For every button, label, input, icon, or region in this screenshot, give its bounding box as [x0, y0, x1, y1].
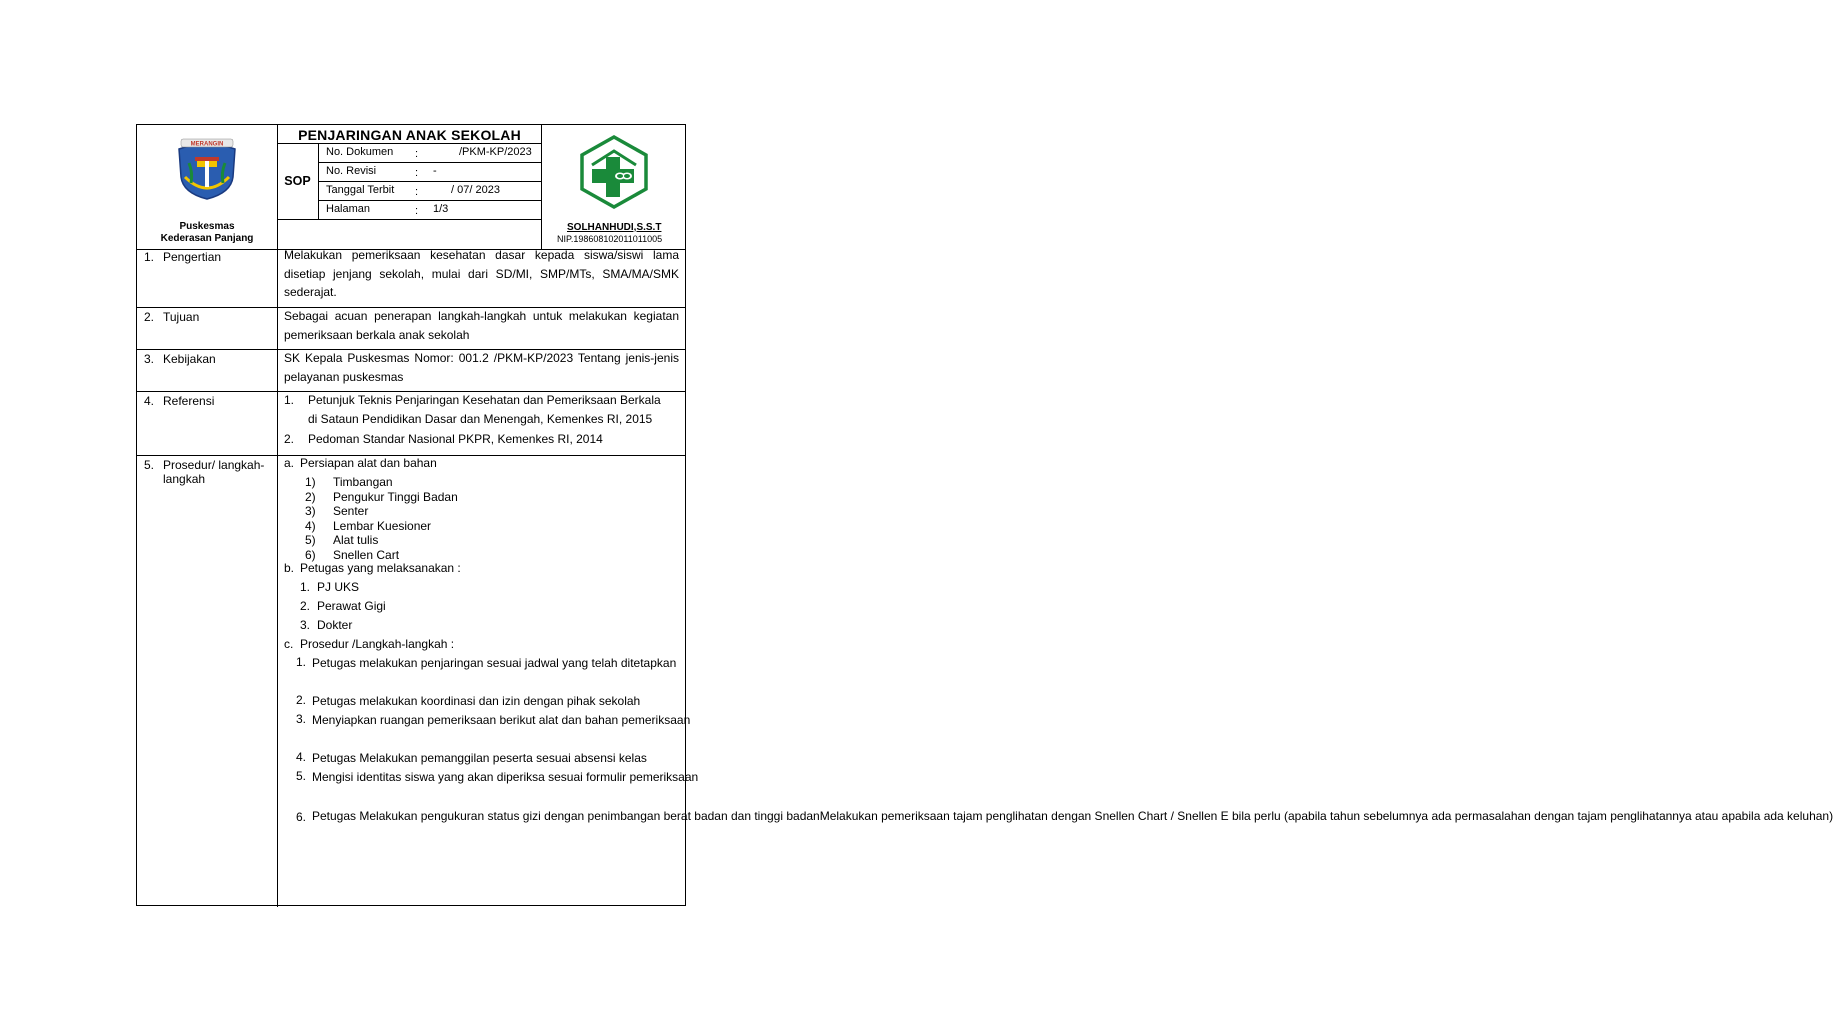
subsection-b-label: b. — [284, 561, 295, 575]
staff-1-number: 1. — [300, 580, 311, 594]
svg-text:MERANGIN: MERANGIN — [190, 141, 224, 148]
subsection-a-label: a. — [284, 456, 295, 470]
section-5-label-line2: langkah — [163, 472, 206, 486]
staff-3-number: 3. — [300, 618, 311, 632]
reference-1-number: 1. — [284, 393, 295, 407]
subsection-b-title: Petugas yang melaksanakan : — [300, 561, 461, 575]
section-4-number: 4. — [144, 394, 155, 408]
section-1-number: 1. — [144, 250, 155, 264]
reference-2-line1: Pedoman Standar Nasional PKPR, Kemenkes RI, 2014 — [308, 432, 603, 446]
list-item: 2. Petugas melakukan koordinasi dan izin dengan pihak sekolah — [296, 693, 641, 708]
merangin-emblem-icon — [171, 137, 243, 201]
subsection-c-label: c. — [284, 637, 294, 651]
list-item: 3. Menyiapkan ruangan pemeriksaan berikut alat dan bahan pemeriksaan — [296, 712, 691, 727]
list-item: 1. Petugas melakukan penjaringan sesuai jadwal yang telah ditetapkan — [296, 655, 677, 670]
meta-page-label: Halaman — [326, 203, 371, 215]
section-1-text: Melakukan pemeriksaan kesehatan dasar kepada siswa/siswi lama disetiap jenjang sekolah, mulai dari SD/MI, SMP/MTs, SMA/MA/SMK sederajat. — [284, 248, 679, 299]
meta-row-line-3 — [318, 200, 542, 201]
list-item: 5. Mengisi identitas siswa yang akan diperiksa sesuai formulir pemeriksaan — [296, 769, 699, 784]
procedure-steps-list — [296, 654, 1833, 904]
list-item: 5) Alat tulis — [305, 533, 379, 547]
header-divider-left — [277, 125, 278, 907]
meta-doc-number-value: /PKM-KP/2023 — [459, 146, 532, 158]
puskesmas-logo-icon — [578, 135, 650, 209]
list-item: 2) Pengukur Tinggi Badan — [305, 489, 458, 504]
meta-revision-label: No. Revisi — [326, 165, 377, 177]
list-item: 6) Snellen Cart — [305, 547, 400, 562]
section-3-label: Kebijakan — [163, 352, 216, 366]
section-2-text: Sebagai acuan penerapan langkah-langkah untuk melakukan kegiatan pemeriksaan berkala anak sekolah — [284, 309, 679, 342]
document-title: PENJARINGAN ANAK SEKOLAH — [298, 127, 521, 143]
meta-doc-number-label: No. Dokumen — [326, 146, 394, 158]
sop-document — [136, 124, 1833, 906]
meta-row-line-2 — [318, 181, 542, 182]
section-5-number: 5. — [144, 458, 155, 472]
section-5-label-line1: Prosedur/ langkah- — [163, 458, 265, 472]
list-item: 4) Lembar Kuesioner — [305, 518, 432, 533]
list-item: 1) Timbangan — [305, 475, 393, 489]
org-name-line1: Puskesmas — [179, 221, 235, 232]
section-2-number: 2. — [144, 310, 155, 324]
row-line-referensi — [137, 391, 686, 392]
signer-name: SOLHANHUDI,S.S.T — [567, 222, 662, 233]
equipment-list — [305, 475, 505, 562]
meta-issue-date-sep: : — [415, 186, 419, 198]
subsection-c-title: Prosedur /Langkah-langkah : — [300, 637, 455, 651]
reference-2-number: 2. — [284, 432, 295, 446]
list-item: 4. Petugas Melakukan pemanggilan peserta sesuai absensi kelas — [296, 750, 647, 765]
reference-1-line2: di Sataun Pendidikan Dasar dan Menengah, Kemenkes RI, 2015 — [308, 412, 653, 426]
header-mid-line — [277, 219, 542, 220]
staff-3-text: Dokter — [317, 618, 353, 632]
staff-2-text: Perawat Gigi — [317, 599, 386, 613]
section-2-label: Tujuan — [163, 310, 200, 324]
list-item: 6. Petugas Melakukan pengukuran status gizi dengan penimbangan berat badan dan tinggi badanMelakukan pemeriksaan tajam penglihatan dengan Snellen Chart / Snellen E bila perlu (apabila tahun sebelumnya ada permasalahan dengan tajam penglihatannya atau apabila ada keluhan) — [296, 809, 1833, 824]
list-item: 3) Senter — [305, 504, 369, 518]
org-name-line2: Kederasan Panjang — [160, 233, 254, 244]
staff-1-text: PJ UKS — [317, 580, 360, 594]
meta-row-line-1 — [318, 162, 542, 163]
section-3-text: SK Kepala Puskesmas Nomor: 001.2 /PKM-KP/2023 Tentang jenis-jenis pelayanan puskesmas — [284, 351, 679, 384]
meta-doc-number-sep: : — [415, 148, 419, 160]
signer-nip: NIP.198608102011011005 — [557, 234, 663, 244]
sop-label: SOP — [284, 174, 311, 188]
title-underline — [277, 143, 542, 144]
staff-2-number: 2. — [300, 599, 311, 613]
meta-issue-date-label: Tanggal Terbit — [326, 184, 395, 196]
meta-page-value: 1/3 — [433, 203, 449, 215]
subsection-a-title: Persiapan alat dan bahan — [300, 456, 437, 470]
meta-issue-date-value: / 07/ 2023 — [451, 184, 500, 196]
section-3-number: 3. — [144, 352, 155, 366]
meta-revision-sep: : — [415, 167, 419, 179]
reference-1-line1: Petunjuk Teknis Penjaringan Kesehatan dan Pemeriksaan Berkala — [308, 393, 661, 407]
section-4-label: Referensi — [163, 394, 215, 408]
section-1-label: Pengertian — [163, 250, 222, 264]
meta-revision-value: - — [433, 165, 437, 177]
meta-page-sep: : — [415, 205, 419, 217]
